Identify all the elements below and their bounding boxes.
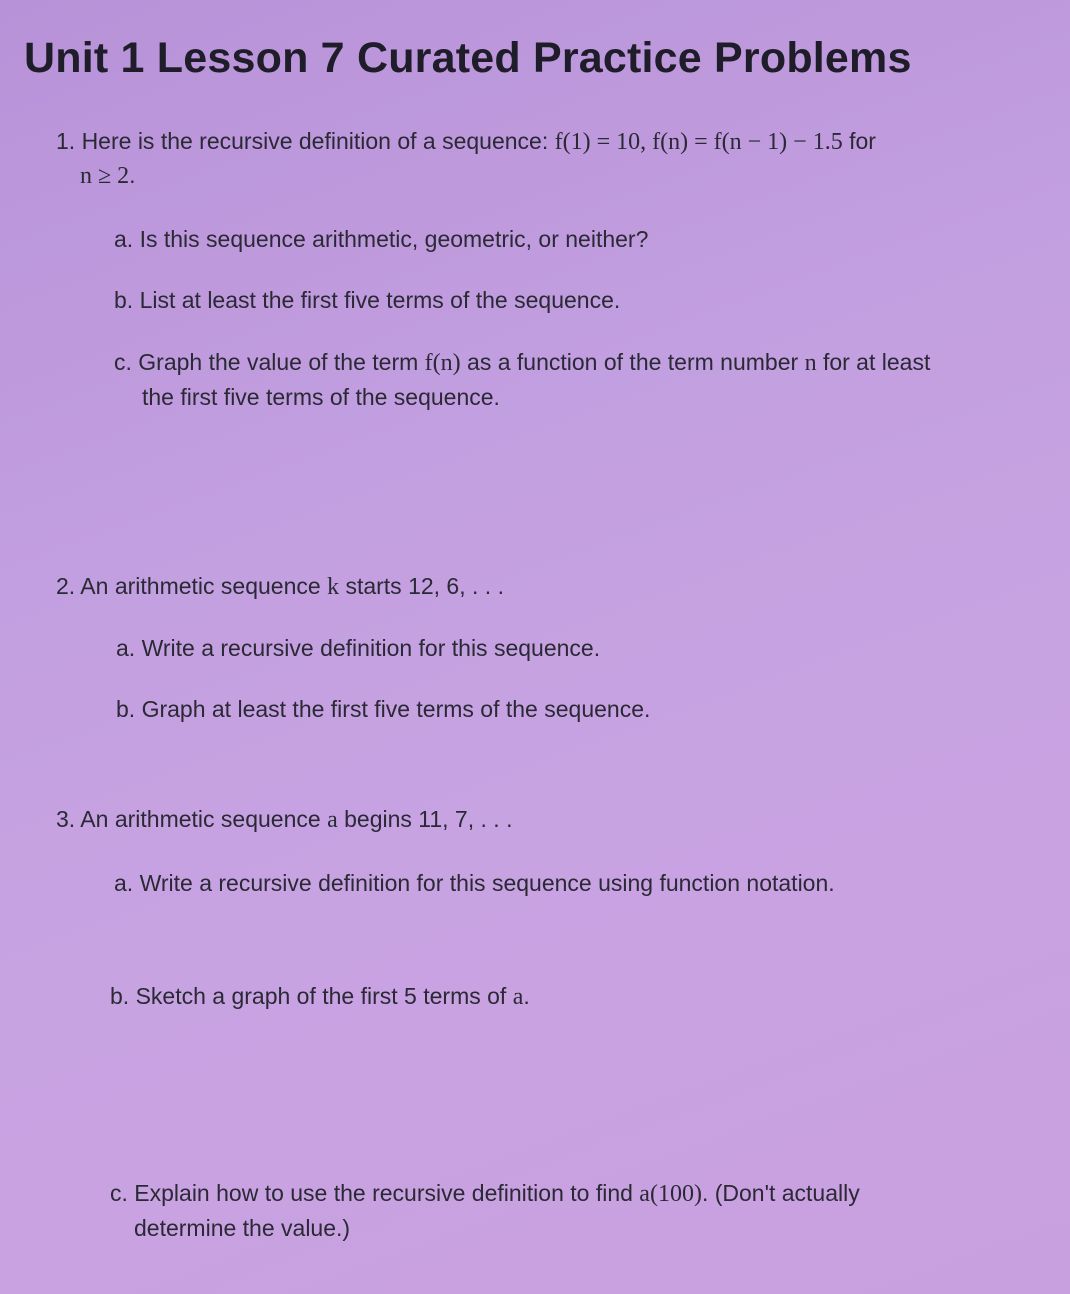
problem-1-part-a: a. Is this sequence arithmetic, geometric, or neither? (114, 226, 649, 252)
problem-3-part-c-cont: determine the value.) (134, 1215, 351, 1241)
problem-2-part-a: a. Write a recursive definition for this sequence. (116, 635, 601, 661)
problem-2-intro-tail: starts 12, 6, . . . (339, 573, 504, 599)
problem-3-part-c-text: c. Explain how to use the recursive definition to find (110, 1180, 640, 1206)
problem-3-part-a: a. Write a recursive definition for this sequence using function notation. (114, 870, 835, 896)
problem-1-prompt (56, 128, 876, 156)
problem-3-part-c-tail: . (Don't actually (701, 1180, 860, 1206)
problem-2-var: k (327, 574, 340, 600)
problem-1-part-c-math-n: n (804, 350, 817, 376)
problem-2-intro: 2. An arithmetic sequence (56, 573, 328, 599)
problem-2-prompt (56, 573, 504, 601)
problem-3-intro: 3. An arithmetic sequence (56, 806, 328, 832)
problem-3-part-b-text: b. Sketch a graph of the first 5 terms of (110, 983, 513, 1009)
problem-1-part-c-cont: the first five terms of the sequence. (142, 384, 500, 410)
problem-1-condition-math: n ≥ 2 (80, 163, 130, 189)
problem-3-intro-tail: begins 11, 7, . . . (337, 806, 513, 832)
problem-3-part-c (110, 1180, 860, 1208)
problem-3-part-c-math: a(100) (639, 1181, 702, 1207)
problem-1-part-c-math-fn: f(n) (424, 350, 461, 376)
problem-1-part-c-text: c. Graph the value of the term (114, 349, 419, 375)
problem-1-condition (80, 162, 136, 190)
problem-1-definition: f(1) = 10, f(n) = f(n − 1) − 1.5 (554, 129, 843, 155)
problem-3-prompt (56, 806, 512, 834)
problem-1-part-c-mid: as a function of the term number (460, 349, 805, 375)
problem-1-part-b: b. List at least the first five terms of the sequence. (114, 287, 621, 313)
problem-1-intro: 1. Here is the recursive definition of a sequence: (56, 128, 555, 154)
problem-1-intro-tail: for (842, 128, 876, 154)
problem-3-part-b (110, 983, 530, 1011)
problem-3-part-b-tail: . (523, 983, 530, 1009)
problem-1-part-c (114, 349, 930, 377)
page-title: Unit 1 Lesson 7 Curated Practice Problems (24, 34, 912, 82)
problem-1-part-c-tail: for at least (816, 349, 931, 375)
problem-2-part-b: b. Graph at least the first five terms of the sequence. (116, 696, 651, 722)
problem-3-var: a (327, 807, 338, 833)
problem-3-part-b-var: a (512, 984, 524, 1010)
problem-1-condition-tail: . (129, 162, 136, 188)
